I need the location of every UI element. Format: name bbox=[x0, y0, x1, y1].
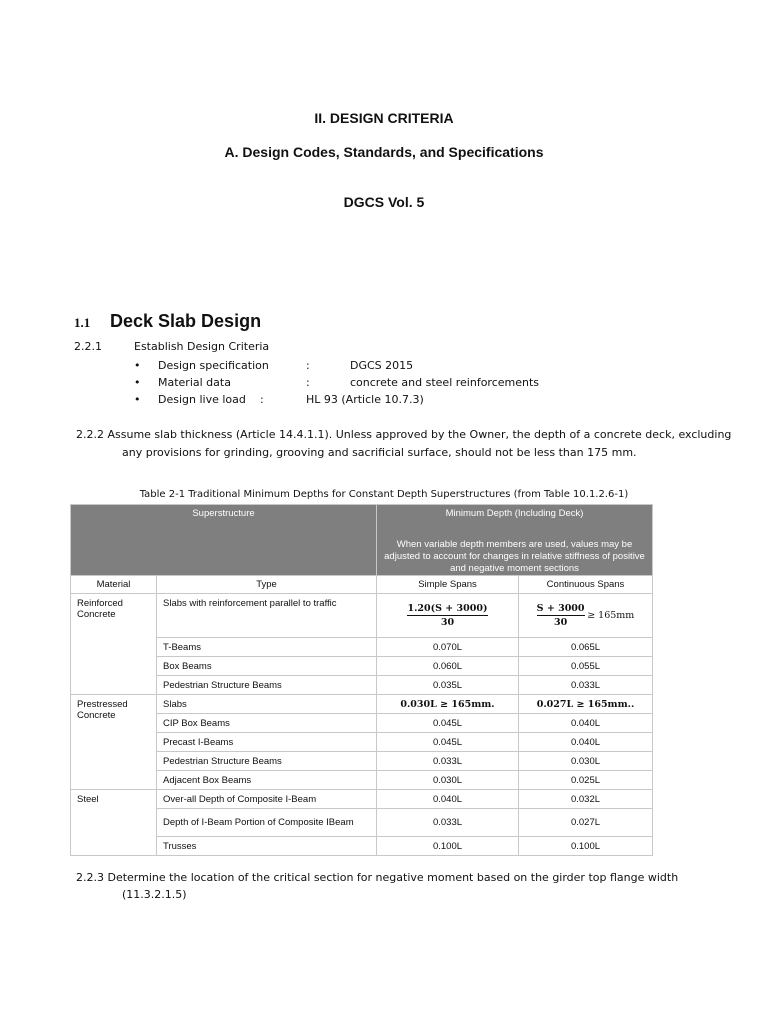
col-type: Type bbox=[157, 576, 377, 594]
table-row bbox=[71, 771, 653, 790]
col-simple-spans: Simple Spans bbox=[377, 576, 519, 594]
row-type: CIP Box Beams bbox=[157, 714, 377, 733]
section-heading bbox=[74, 311, 261, 332]
bullet-separator: : bbox=[306, 359, 310, 372]
row-type: Pedestrian Structure Beams bbox=[157, 676, 377, 695]
row-type: T-Beams bbox=[157, 638, 377, 657]
header-note: When variable depth members are used, values may be adjusted to account for changes in relative stiffness of positive and negative moment sections bbox=[384, 539, 645, 574]
table-caption: Table 2-1 Traditional Minimum Depths for Constant Depth Superstructures (from Table 10.1.2.6-1) bbox=[139, 489, 629, 500]
bullet-separator: : bbox=[306, 376, 310, 389]
table-row bbox=[71, 638, 653, 657]
table-row bbox=[71, 790, 653, 809]
row-type: Slabs with reinforcement parallel to traffic bbox=[157, 594, 377, 638]
header-min-depth bbox=[377, 505, 653, 576]
item-222-line1: 2.2.2 Assume slab thickness (Article 14.4.1.1). Unless approved by the Owner, the depth of a concrete deck, excluding bbox=[76, 428, 732, 441]
formula-denominator: 30 bbox=[440, 617, 455, 628]
table-header-row bbox=[71, 505, 653, 576]
section-title: Deck Slab Design bbox=[110, 311, 262, 331]
chapter-title: II. DESIGN CRITERIA bbox=[314, 110, 454, 126]
continuous-span-value: 0.040L bbox=[519, 714, 653, 733]
item-221-text: Establish Design Criteria bbox=[134, 340, 270, 353]
continuous-span-value: 0.027L bbox=[519, 809, 653, 837]
simple-span-value: 0.033L bbox=[377, 809, 519, 837]
row-type: Pedestrian Structure Beams bbox=[157, 752, 377, 771]
section-number: 1.1 bbox=[74, 315, 91, 330]
continuous-span-value: 0.055L bbox=[519, 657, 653, 676]
simple-span-value: 0.045L bbox=[377, 714, 519, 733]
table-row bbox=[71, 676, 653, 695]
bullet-separator: : bbox=[260, 393, 264, 406]
simple-span-value: 0.033L bbox=[377, 752, 519, 771]
bullet-label: Design specification bbox=[158, 359, 269, 372]
continuous-span-value: 0.100L bbox=[519, 837, 653, 856]
bullet-item: • Design specification : DGCS 2015 bbox=[134, 359, 414, 372]
table-row bbox=[71, 752, 653, 771]
group-steel: Steel bbox=[71, 790, 157, 856]
item-222-line2: any provisions for grinding, grooving and sacrificial surface, should not be less than 175 mm. bbox=[122, 446, 637, 459]
continuous-span-value: 0.032L bbox=[519, 790, 653, 809]
col-material: Material bbox=[71, 576, 157, 594]
header-superstructure: Superstructure bbox=[71, 505, 377, 576]
table-row bbox=[71, 809, 653, 837]
simple-span-value: 0.030L ≥ 165mm. bbox=[377, 695, 519, 714]
bullet-item: • Design live load : HL 93 (Article 10.7.3) bbox=[134, 393, 424, 406]
continuous-span-value: 0.027L ≥ 165mm.. bbox=[519, 695, 653, 714]
bullet-label: Design live load bbox=[158, 393, 246, 406]
table-row bbox=[71, 714, 653, 733]
item-221-number: 2.2.1 bbox=[74, 340, 102, 353]
continuous-span-value: 0.025L bbox=[519, 771, 653, 790]
group-prestressed-concrete: Prestressed Concrete bbox=[71, 695, 157, 790]
continuous-span-value: 0.030L bbox=[519, 752, 653, 771]
bullet-value: DGCS 2015 bbox=[350, 359, 414, 372]
row-type: Adjacent Box Beams bbox=[157, 771, 377, 790]
bullet-item: • Material data : concrete and steel reinforcements bbox=[134, 376, 540, 389]
item-223-line2: (11.3.2.1.5) bbox=[122, 888, 187, 901]
formula-denominator: 30 bbox=[553, 617, 568, 628]
volume-title: DGCS Vol. 5 bbox=[343, 194, 425, 210]
row-type: Box Beams bbox=[157, 657, 377, 676]
simple-span-value: 0.045L bbox=[377, 733, 519, 752]
row-type: Over-all Depth of Composite I-Beam bbox=[157, 790, 377, 809]
simple-span-value: 0.030L bbox=[377, 771, 519, 790]
continuous-span-value: 0.065L bbox=[519, 638, 653, 657]
bullet-value: HL 93 (Article 10.7.3) bbox=[306, 393, 424, 406]
simple-span-value: 0.035L bbox=[377, 676, 519, 695]
group-reinforced-concrete: Reinforced Concrete bbox=[71, 594, 157, 695]
table-row bbox=[71, 733, 653, 752]
simple-span-value: 0.060L bbox=[377, 657, 519, 676]
row-type: Trusses bbox=[157, 837, 377, 856]
table-row bbox=[71, 837, 653, 856]
row-type: Slabs bbox=[157, 695, 377, 714]
table-row bbox=[71, 695, 653, 714]
formula-numerator: 1.20(S + 3000) bbox=[407, 603, 488, 614]
table-subheader-row bbox=[71, 576, 653, 594]
simple-span-value: 0.040L bbox=[377, 790, 519, 809]
continuous-span-value: 0.033L bbox=[519, 676, 653, 695]
row-type: Precast I-Beams bbox=[157, 733, 377, 752]
section-subtitle: A. Design Codes, Standards, and Specifications bbox=[224, 144, 544, 160]
item-223-line1: 2.2.3 Determine the location of the critical section for negative moment based on the girder top flange width bbox=[76, 871, 679, 884]
bullet-value: concrete and steel reinforcements bbox=[350, 376, 540, 389]
formula-numerator: S + 3000 bbox=[536, 603, 585, 614]
continuous-span-value: 0.040L bbox=[519, 733, 653, 752]
row-type: Depth of I-Beam Portion of Composite IBeam bbox=[157, 809, 377, 837]
col-continuous-spans: Continuous Spans bbox=[519, 576, 653, 594]
min-depth-table bbox=[70, 504, 653, 856]
simple-span-formula bbox=[377, 594, 519, 638]
table-row bbox=[71, 594, 653, 638]
simple-span-value: 0.070L bbox=[377, 638, 519, 657]
header-min-depth-label: Minimum Depth (Including Deck) bbox=[445, 508, 584, 519]
simple-span-value: 0.100L bbox=[377, 837, 519, 856]
formula-inequality: ≥ 165mm bbox=[587, 610, 635, 622]
table-row bbox=[71, 657, 653, 676]
continuous-span-formula bbox=[519, 594, 653, 638]
bullet-label: Material data bbox=[158, 376, 231, 389]
